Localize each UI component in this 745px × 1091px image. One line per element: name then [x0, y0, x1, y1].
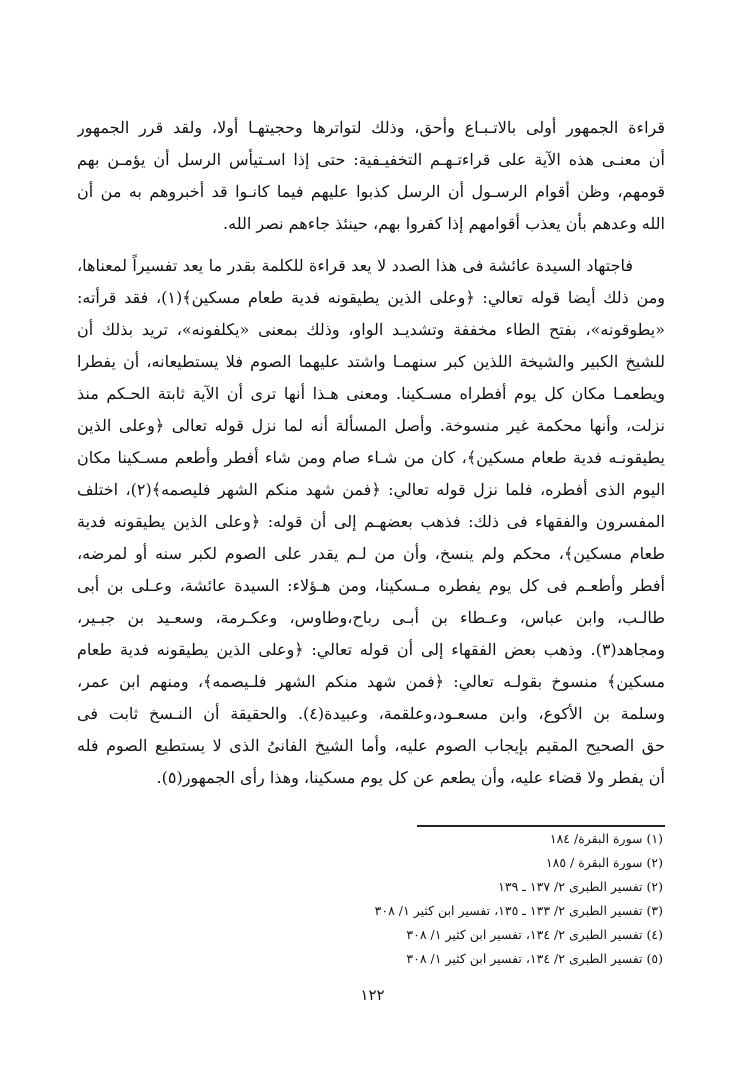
page-number: ١٢٢ — [360, 986, 385, 1004]
text-line: أن يفطر ولا قضاء عليه، وأن يطعم عن كل يوم مسكينا، وهذا رأى الجمهور(٥). — [156, 768, 665, 787]
footnote: (٥) تفسير الطبرى ٢/ ١٣٤، تفسير ابن كثير ١/ ٣٠٨ — [406, 951, 663, 966]
footnote: (٢) تفسير الطبرى ٢/ ١٣٧ ـ ١٣٩ — [498, 879, 663, 894]
text-line: ومن ذلك أيضا قوله تعالي: ﴿وعلى الذين يطيقونه فدية طعام مسكين﴾(١)، فقد قرأته: — [77, 288, 665, 307]
footnote-separator — [417, 825, 665, 827]
text-line: المفسرون والفقهاء فى ذلك: فذهب بعضهـم إلى أن قوله: ﴿وعلى الذين يطيقونه فدية — [77, 512, 665, 531]
text-line: الله وعدهم بأن يعذب أقوامهم إذا كفروا بهم، حينئذ جاءهم نصر الله. — [223, 214, 665, 233]
text-line: اليوم الذى أفطره، فلما نزل قوله تعالي: ﴿فمن شهد منكم الشهر فليصمه﴾(٢)، اختلف — [77, 480, 665, 499]
text-line: طالـب، وابن عباس، وعـطاء بن أبـى رباح،وطاوس، وعكـرمة، وسعـيد بن جبـير، — [77, 608, 665, 627]
text-line: طعام مسكين﴾، محكم ولم ينسخ، وأن من لـم يقدر على الصوم لكبر سنه أو لمرضه، — [77, 544, 665, 563]
footnote: (٣) تفسير الطبرى ٢/ ١٣٣ ـ ١٣٥، تفسير ابن كثير ١/ ٣٠٨ — [374, 903, 663, 918]
text-line: يطيقونـه فدية طعام مسكين﴾، كان من شـاء صام ومن شاء أفطر وأطعم مسـكينا مكان — [77, 448, 665, 467]
text-line: وسلمة بن الأكوع، وابن مسعـود،وعلقمة، وعبيدة(٤). والحقيقة أن النـسخ ثابت فى — [77, 704, 665, 723]
text-line: أن معنـى هذه الآية على قراءتـهـم التخفيـفية: حتى إذا اسـتيأس الرسل أن يؤمـن بهم — [77, 150, 665, 169]
footnote: (١) سورة البقرة/ ١٨٤ — [549, 831, 663, 846]
text-line: قراءة الجمهور أولى بالاتـبـاع وأحق، وذلك لتواترها وحجيتهـا أولا، ولقد قرر الجمهور — [77, 118, 665, 137]
text-line: أفطر وأطعـم فى كل يوم يفطره مـسكينا، ومن هـؤلاء: السيدة عائشة، وعـلى بن أبى — [77, 576, 665, 595]
text-line: ومجاهد(٣). وذهب بعض الفقهاء إلى أن قوله تعالي: ﴿وعلى الذين يطيقونه فدية طعام — [77, 640, 665, 659]
text-line: نزلت، وأنها محكمة غير منسوخة. وأصل المسألة أنه لما نزل قوله تعالى ﴿وعلى الذين — [77, 416, 665, 435]
text-line: فاجتهاد السيدة عائشة فى هذا الصدد لا يعد قراءة للكلمة بقدر ما يعد تفسيراً لمعناها، — [77, 256, 633, 275]
text-line: حق الصحيح المقيم بإيجاب الصوم عليه، وأما الشيخ الفانىُ الذى لا يستطيع الصوم فله — [77, 736, 665, 755]
text-line: ويطعمـا مكان كل يوم أفطراه مسـكينا. ومعنى هـذا أنها ترى أن الآية ثابتة الحـكم منذ — [77, 384, 665, 403]
text-line: للشيخ الكبير والشيخة اللذين كبر سنهمـا واشتد عليهما الصوم فلا يستطيعانه، أن يفطرا — [77, 352, 665, 371]
text-line: مسكين﴾ منسوخ بقولـه تعالي: ﴿فمن شهد منكم الشهر فلـيصمه﴾، ومنهم ابن عمر، — [77, 672, 665, 691]
text-line: «يطوقونه»، بفتح الطاء مخففة وتشديـد الواو، وذلك بمعنى «يكلفونه»، تريد بذلك أن — [77, 320, 665, 339]
text-line: قومهم، وظن أقوام الرسـول أن الرسل كذبوا عليهم فيما كانـوا قد أخبروهم به من أن — [77, 182, 665, 201]
footnote: (٢) سورة البقرة / ١٨٥ — [545, 855, 663, 870]
footnote: (٤) تفسير الطبرى ٢/ ١٣٤، تفسير ابن كثير ١/ ٣٠٨ — [406, 927, 663, 942]
